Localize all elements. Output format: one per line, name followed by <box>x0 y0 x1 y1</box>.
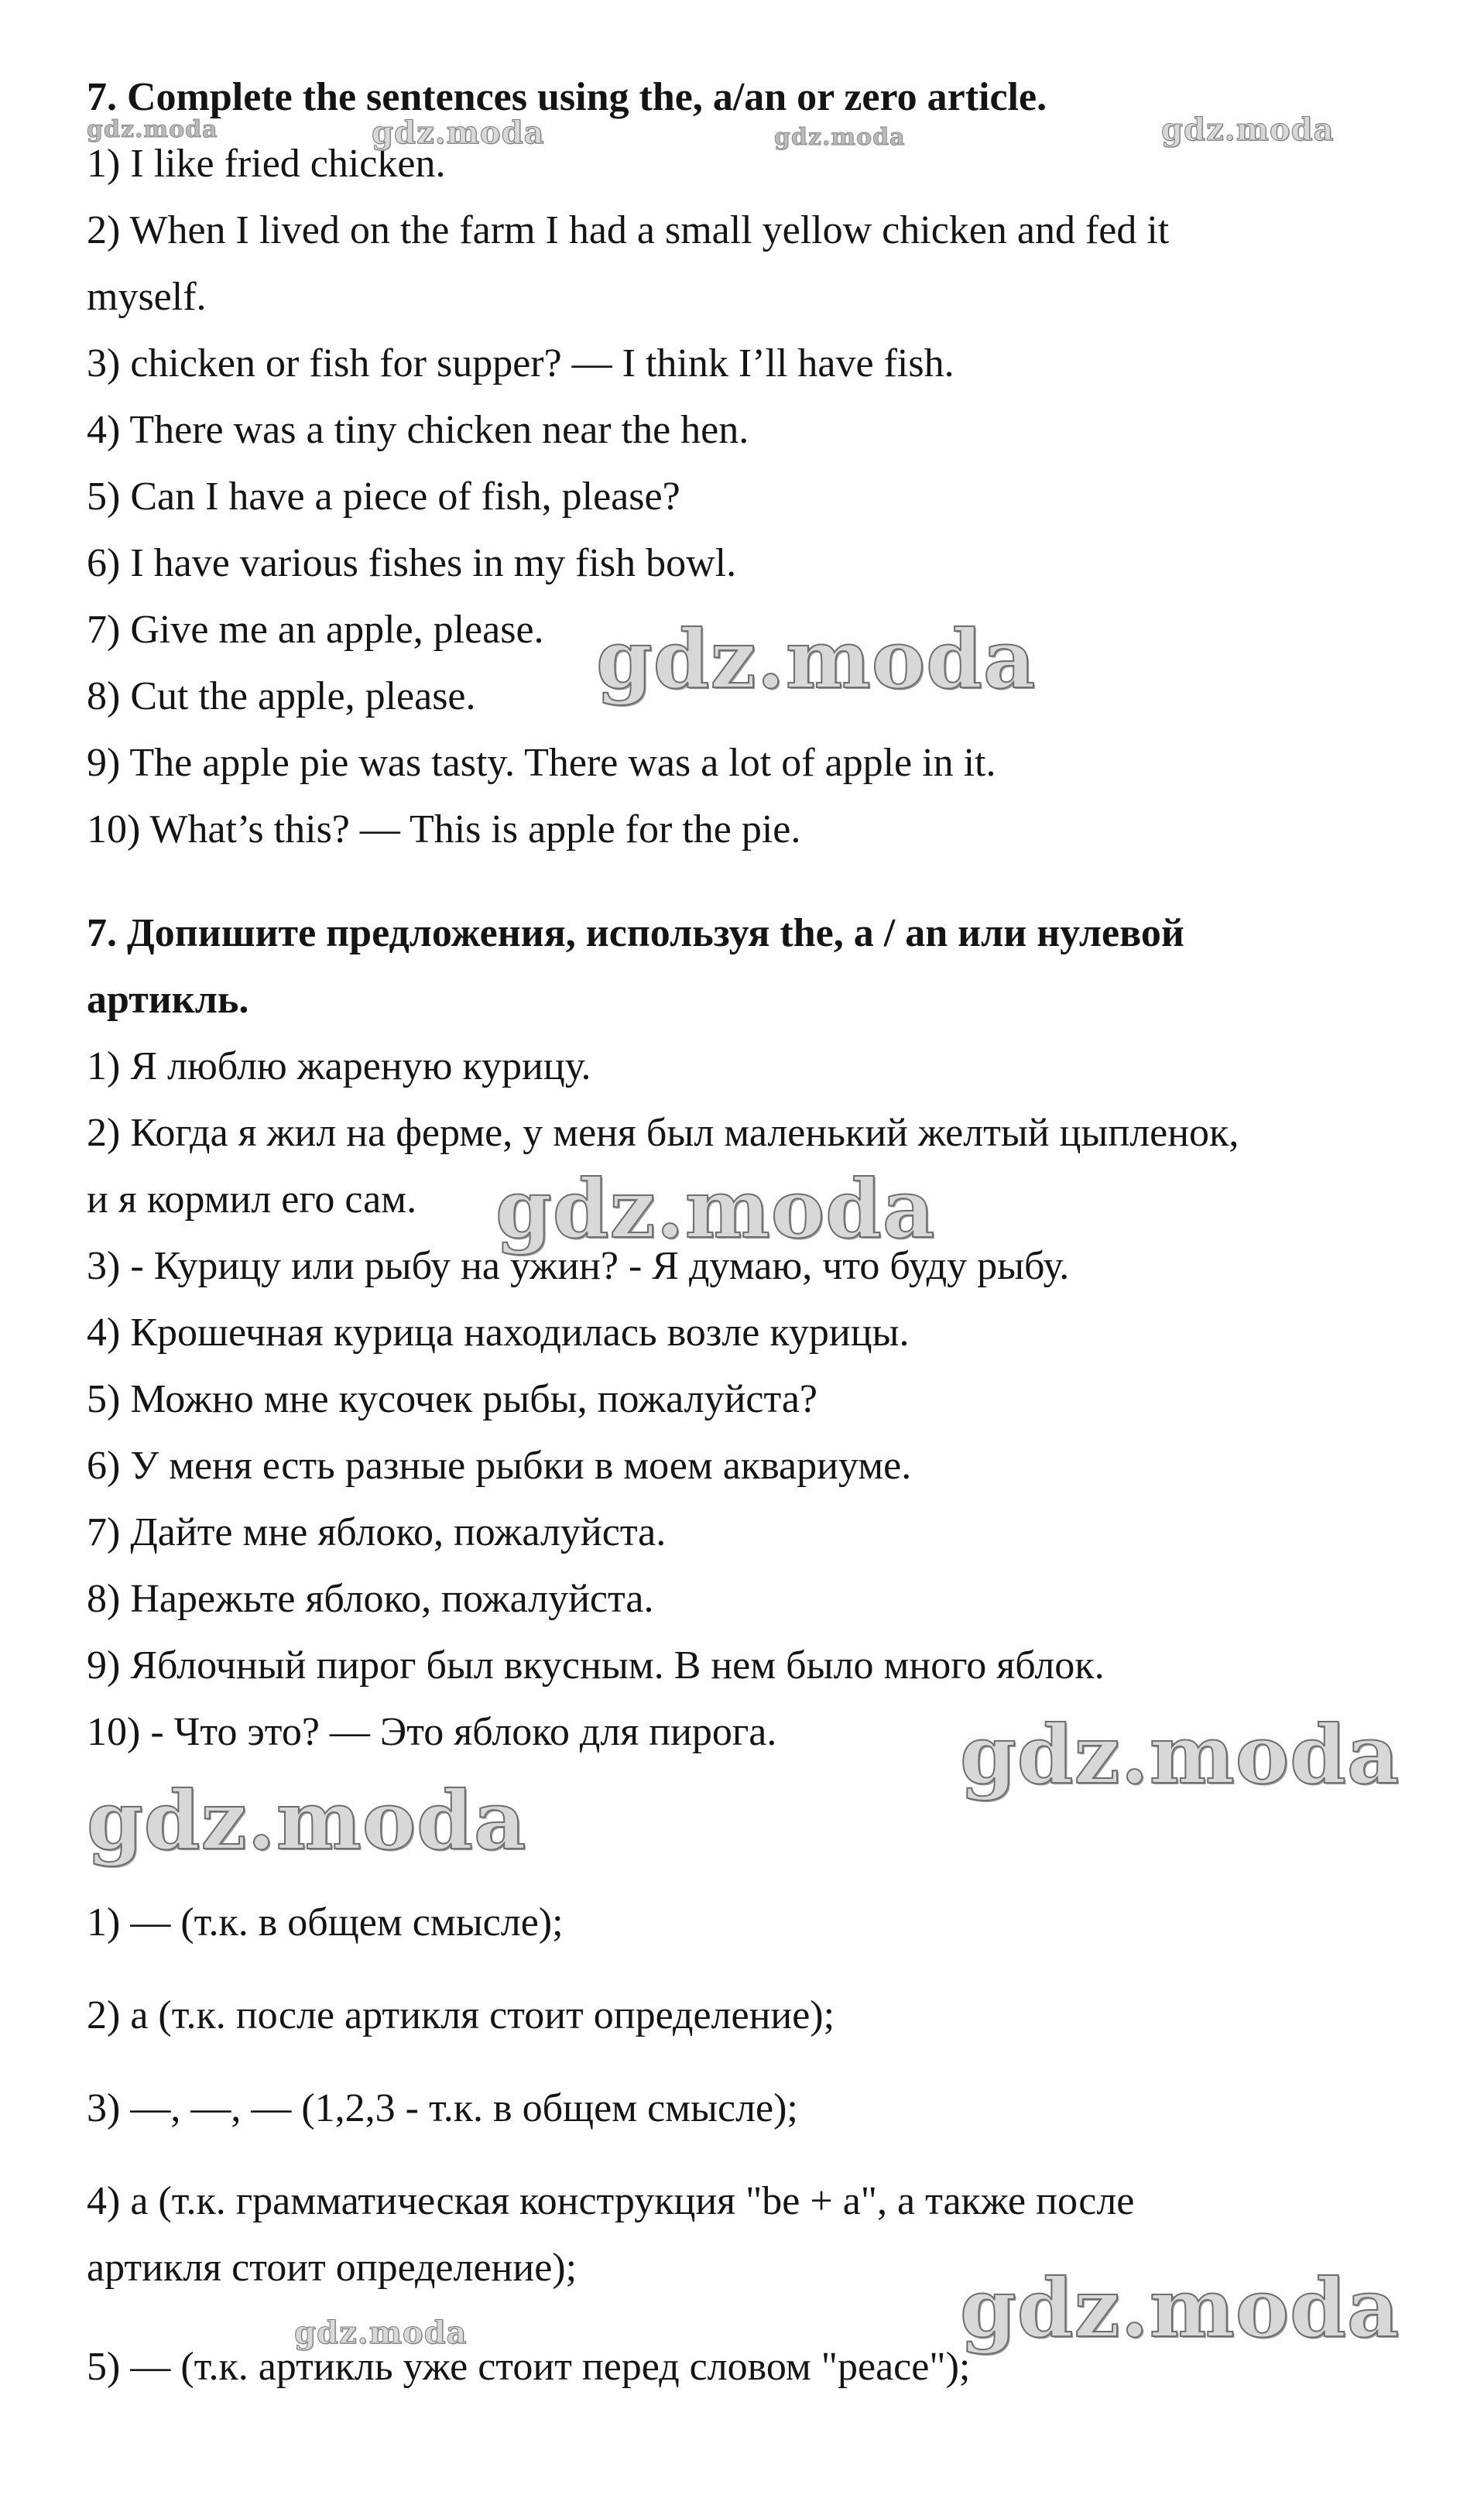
watermark: gdz.moda <box>495 1161 936 1256</box>
sentence-en-3: 3) chicken or fish for supper? — I think I’ll have fish. <box>87 341 954 386</box>
sentence-en-10: 10) What’s this? — This is apple for the pie. <box>87 807 801 852</box>
watermark: gdz.moda <box>960 2260 1400 2356</box>
sentence-en-4: 4) There was a tiny chicken near the hen. <box>87 408 749 452</box>
watermark: gdz.moda <box>774 124 906 151</box>
sentence-ru-9: 9) Яблочный пирог был вкусным. В нем было много яблок. <box>87 1643 1105 1688</box>
exercise-heading-ru-cont: артикль. <box>87 978 249 1022</box>
watermark: gdz.moda <box>87 1773 527 1868</box>
watermark: gdz.moda <box>1161 111 1335 148</box>
answer-5: 5) — (т.к. артикль уже стоит перед словом "peace"); <box>87 2345 971 2389</box>
sentence-en-2-cont: myself. <box>87 275 207 319</box>
sentence-ru-8: 8) Нарежьте яблоко, пожалуйста. <box>87 1577 654 1621</box>
sentence-en-1: 1) I like fried chicken. <box>87 142 446 186</box>
sentence-ru-10: 10) - Что это? — Это яблоко для пирога. <box>87 1710 777 1754</box>
exercise-heading-en: 7. Complete the sentences using the, a/an or zero article. <box>87 75 1047 119</box>
sentence-ru-1: 1) Я люблю жареную курицу. <box>87 1044 591 1088</box>
answer-3: 3) —, —, — (1,2,3 - т.к. в общем смысле); <box>87 2086 798 2130</box>
answer-4-cont: артикля стоит определение); <box>87 2246 577 2290</box>
watermark: gdz.moda <box>960 1707 1400 1802</box>
sentence-ru-2: 2) Когда я жил на ферме, у меня был маленький желтый цыпленок, <box>87 1111 1239 1155</box>
answer-1: 1) — (т.к. в общем смысле); <box>87 1900 564 1945</box>
sentence-ru-5: 5) Можно мне кусочек рыбы, пожалуйста? <box>87 1377 817 1421</box>
sentence-en-9: 9) The apple pie was tasty. There was a lot of apple in it. <box>87 741 996 785</box>
watermark: gdz.moda <box>596 612 1037 707</box>
watermark: gdz.moda <box>372 115 545 151</box>
sentence-en-5: 5) Can I have a piece of fish, please? <box>87 475 680 519</box>
sentence-en-2: 2) When I lived on the farm I had a small yellow chicken and fed it <box>87 208 1170 252</box>
sentence-ru-6: 6) У меня есть разные рыбки в моем аквариуме. <box>87 1444 912 1488</box>
sentence-en-7: 7) Give me an apple, please. <box>87 608 544 652</box>
sentence-en-8: 8) Cut the apple, please. <box>87 674 476 718</box>
watermark: gdz.moda <box>294 2315 468 2351</box>
watermark: gdz.moda <box>87 116 218 143</box>
sentence-ru-7: 7) Дайте мне яблоко, пожалуйста. <box>87 1510 667 1554</box>
sentence-ru-2-cont: и я кормил его сам. <box>87 1177 417 1222</box>
sentence-en-6: 6) I have various fishes in my fish bowl. <box>87 541 737 585</box>
sentence-ru-4: 4) Крошечная курица находилась возле курицы. <box>87 1311 910 1355</box>
answer-2: 2) a (т.к. после артикля стоит определение); <box>87 1993 835 2037</box>
exercise-heading-ru: 7. Допишите предложения, используя the, a / an или нулевой <box>87 911 1184 955</box>
sentence-ru-3: 3) - Курицу или рыбу на ужин? - Я думаю, что буду рыбу. <box>87 1244 1070 1288</box>
answer-4: 4) a (т.к. грамматическая конструкция "be + a", а также после <box>87 2179 1135 2223</box>
